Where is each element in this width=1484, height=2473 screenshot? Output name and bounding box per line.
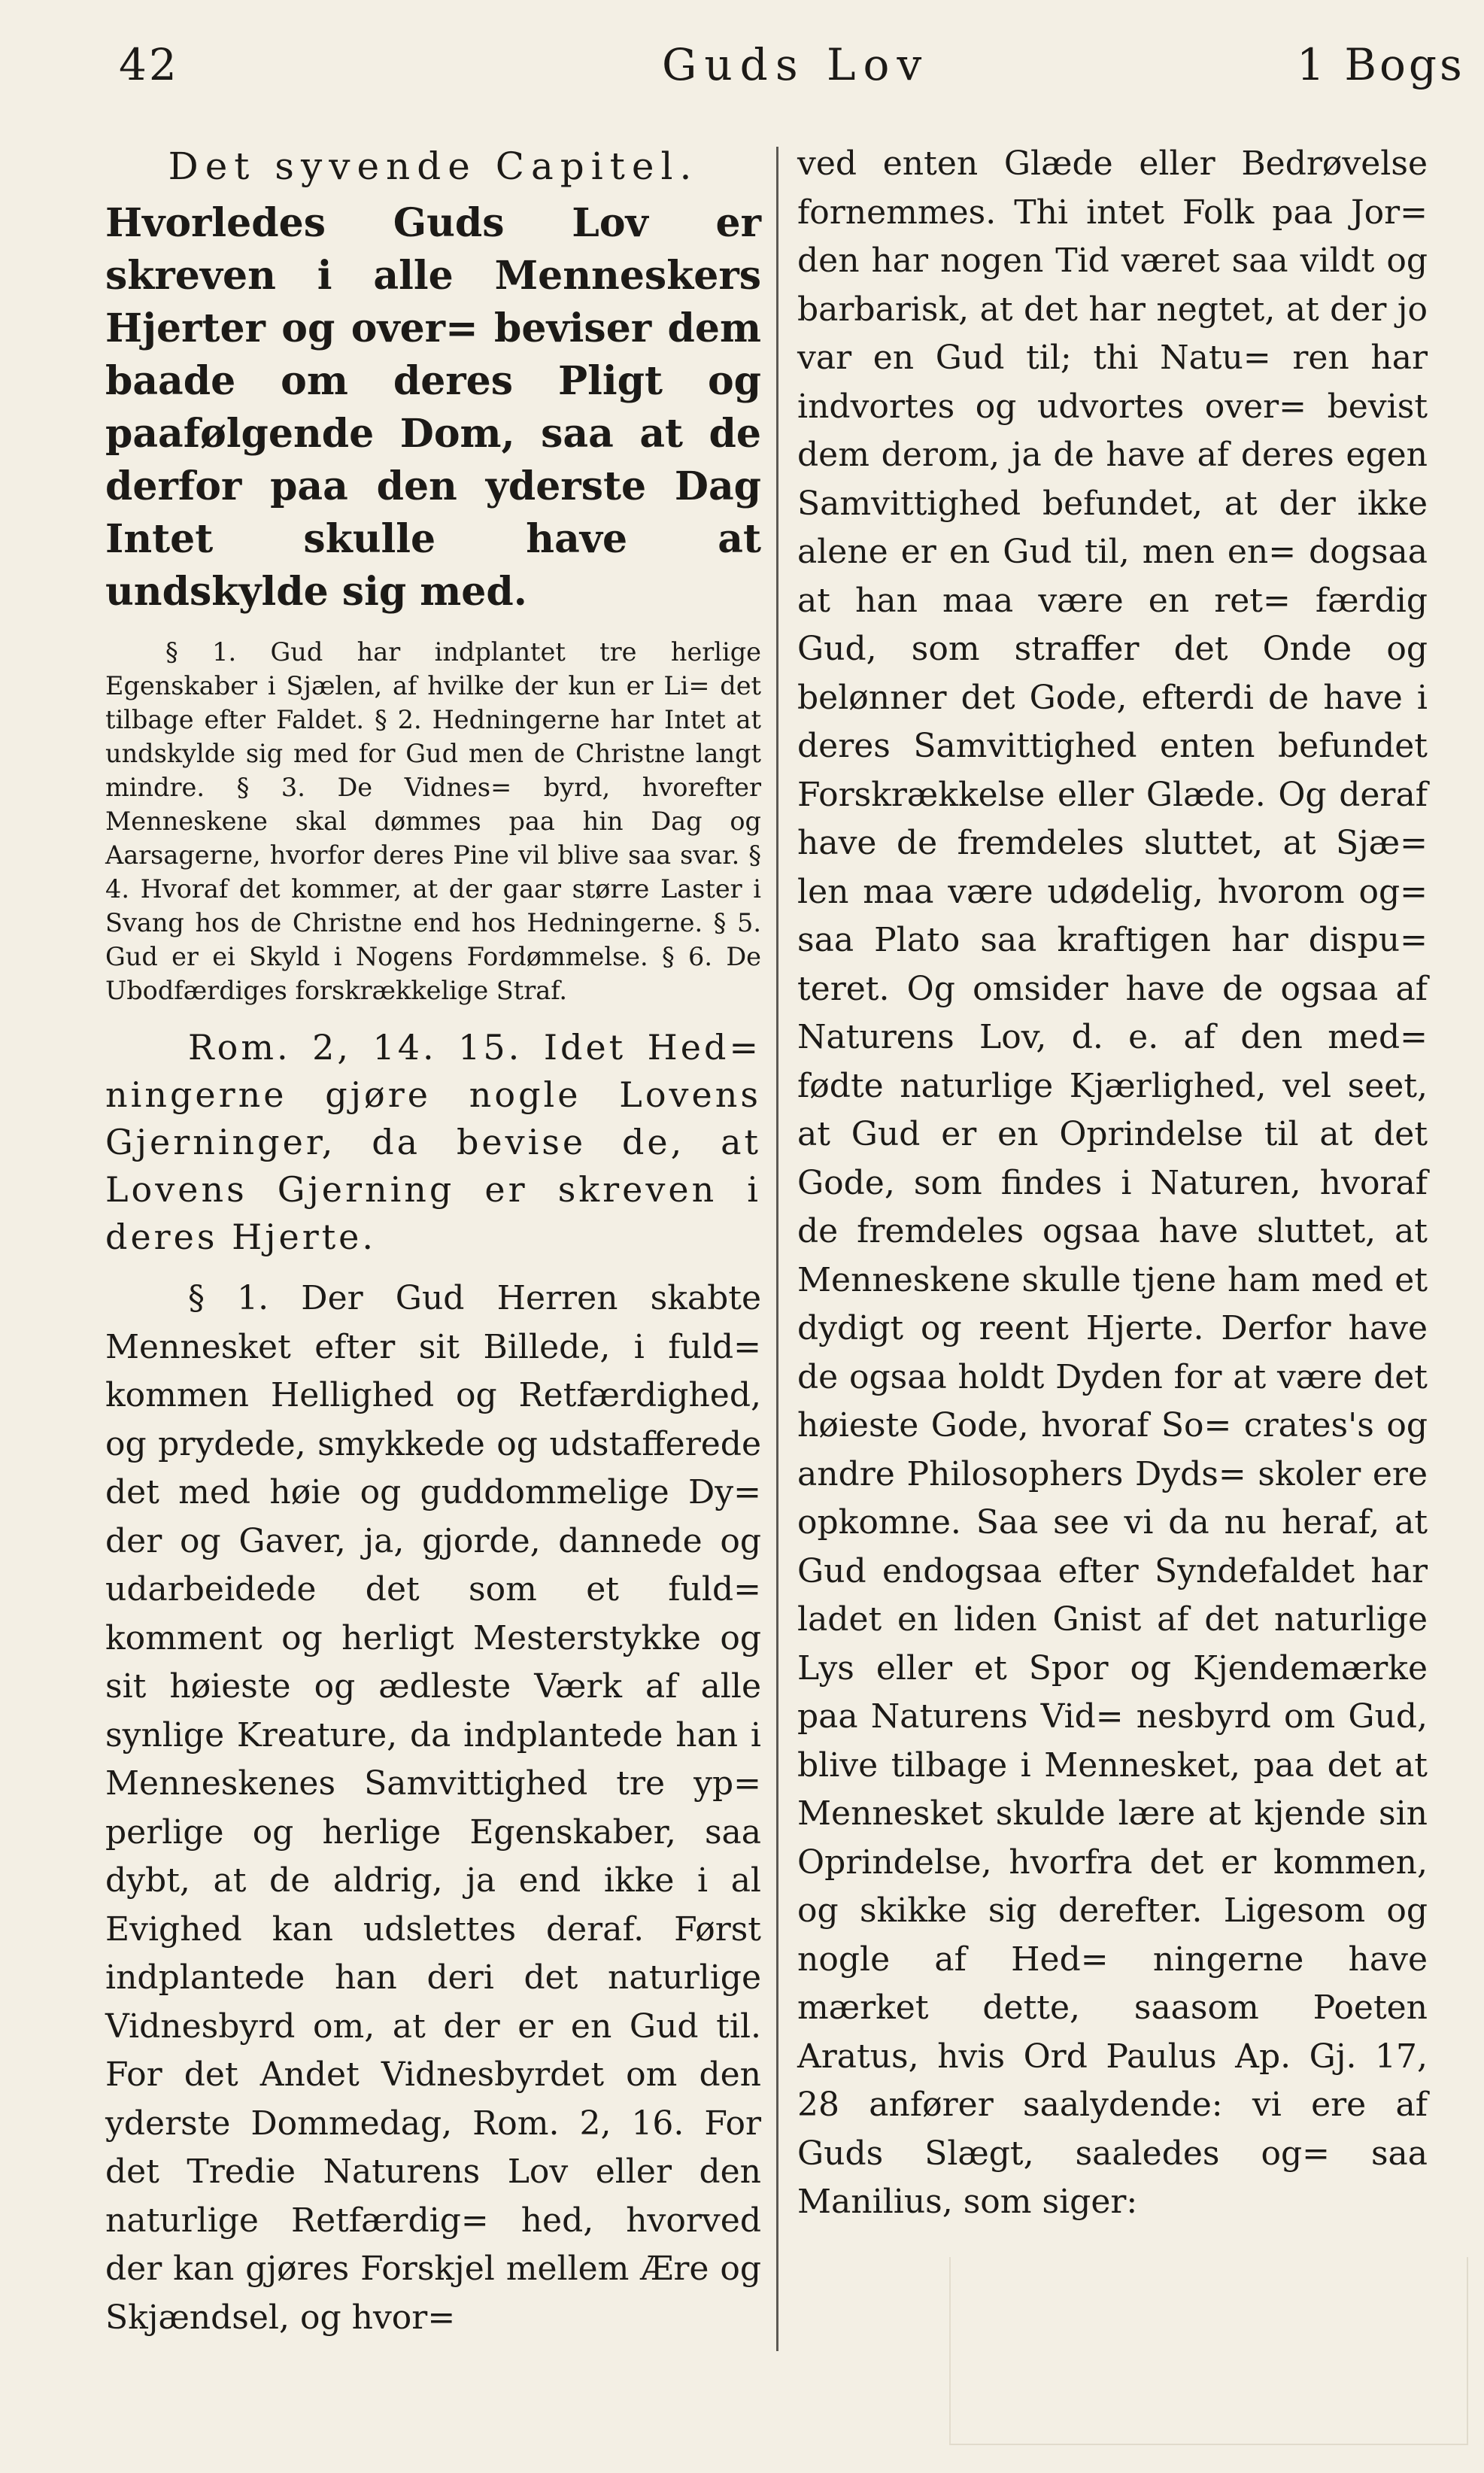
column-divider	[776, 147, 778, 2351]
left-column	[105, 140, 761, 2342]
running-title: Guds Lov	[662, 39, 930, 90]
right-column	[797, 140, 1428, 2227]
page-number: 42	[119, 39, 179, 90]
scan-edge-mark	[949, 2257, 1468, 2445]
chapter-summary: § 1. Gud har indplantet tre herlige Egenskaber i Sjælen, af hvilke der kun er Li= det tilbage efter Faldet. § 2. Hedningerne har Intet at undskylde sig med for Gud men de Christne langt mindre. § 3. De Vidnes= byrd, hvorefter Menneskene skal dømmes paa hin Dag og Aarsagerne, hvorfor deres Pine vil blive saa svar. § 4. Hvoraf det kommer, at der gaar større Laster i Svang hos de Christne end hos Hedningerne. § 5. Gud er ei Skyld i Nogens Fordømmelse. § 6. De Ubodfærdiges forskrækkelige Straf.	[105, 637, 761, 1005]
paragraph-continuation: ved enten Glæde eller Bedrøvelse fornemmes. Thi intet Folk paa Jor= den har nogen Tid været saa vildt og barbarisk, at det har negtet, at der jo var en Gud til; thi Natu= ren har indvortes og udvortes over= bevist dem derom, ja de have af deres egen Samvittighed befundet, at der ikke alene er en Gud til, men en= dogsaa at han maa være en ret= færdig Gud, som straffer det Onde og belønner det Gode, efterdi de have i deres Samvittighed enten befundet Forskrækkelse eller Glæde. Og deraf have de fremdeles sluttet, at Sjæ= len maa være udødelig, hvorom og= saa Plato saa kraftigen har dispu= teret. Og omsider have de ogsaa af Naturens Lov, d. e. af den med= fødte naturlige Kjærlighed, vel seet, at Gud er en Oprindelse til at det Gode, som findes i Naturen, hvoraf de fremdeles ogsaa have sluttet, at Menneskene skulle tjene ham med et dydigt og reent Hjerte. Derfor have de ogsaa holdt Dyden for at være det høieste Gode, hvoraf So= crates's og andre Philosophers Dyds= skoler ere opkomne. Saa see vi da nu heraf, at Gud endogsaa efter Syndefaldet har ladet en liden Gnist af det naturlige Lys eller et Spor og Kjendemærke paa Naturens Vid= nesbyrd om Gud, blive tilbage i Mennesket, paa det at Mennesket skulde lære at kjende sin Oprindelse, hvorfra det er kommen, og skikke sig derefter. Ligesom og nogle af Hed= ningerne have mærket dette, saasom Poeten Aratus, hvis Ord Paulus Ap. Gj. 17, 28 anfører saalydende: vi ere af Guds Slægt, saaledes og= saa Manilius, som siger:	[797, 144, 1428, 2221]
scripture-verse: Rom. 2, 14. 15. Idet Hed= ningerne gjøre nogle Lovens Gjerninger, da bevise de, at Lovens Gjerning er skreven i deres Hjerte.	[105, 1027, 761, 1257]
paragraph-1: § 1. Der Gud Herren skabte Mennesket efter sit Billede, i fuld= kommen Hellighed og Retfærdighed, og prydede, smykkede og udstafferede det med høie og guddommelige Dy= der og Gaver, ja, gjorde, dannede og udarbeidede det som et fuld= komment og herligt Mesterstykke og sit høieste og ædleste Værk af alle synlige Kreature, da indplantede han i Menneskenes Samvittighed tre yp= perlige og herlige Egenskaber, saa dybt, at de aldrig, ja end ikke i al Evighed kan udslettes deraf. Først indplantede han deri det naturlige Vidnesbyrd om, at der er en Gud til. For det Andet Vidnesbyrdet om den yderste Dommedag, Rom. 2, 16. For det Tredie Naturens Lov eller den naturlige Retfærdig= hed, hvorved der kan gjøres Forskjel mellem Ære og Skjændsel, og hvor=	[105, 1279, 761, 2337]
chapter-label: Det syvende Capitel.	[168, 144, 699, 188]
book-reference: 1 Bogs	[1297, 39, 1465, 90]
chapter-heading: Hvorledes Guds Lov er skreven i alle Menneskers Hjerter og over= beviser dem baade om deres Pligt og paafølgende Dom, saa at de derfor paa den yderste Dag Intet skulle have at undskylde sig med.	[105, 200, 761, 615]
